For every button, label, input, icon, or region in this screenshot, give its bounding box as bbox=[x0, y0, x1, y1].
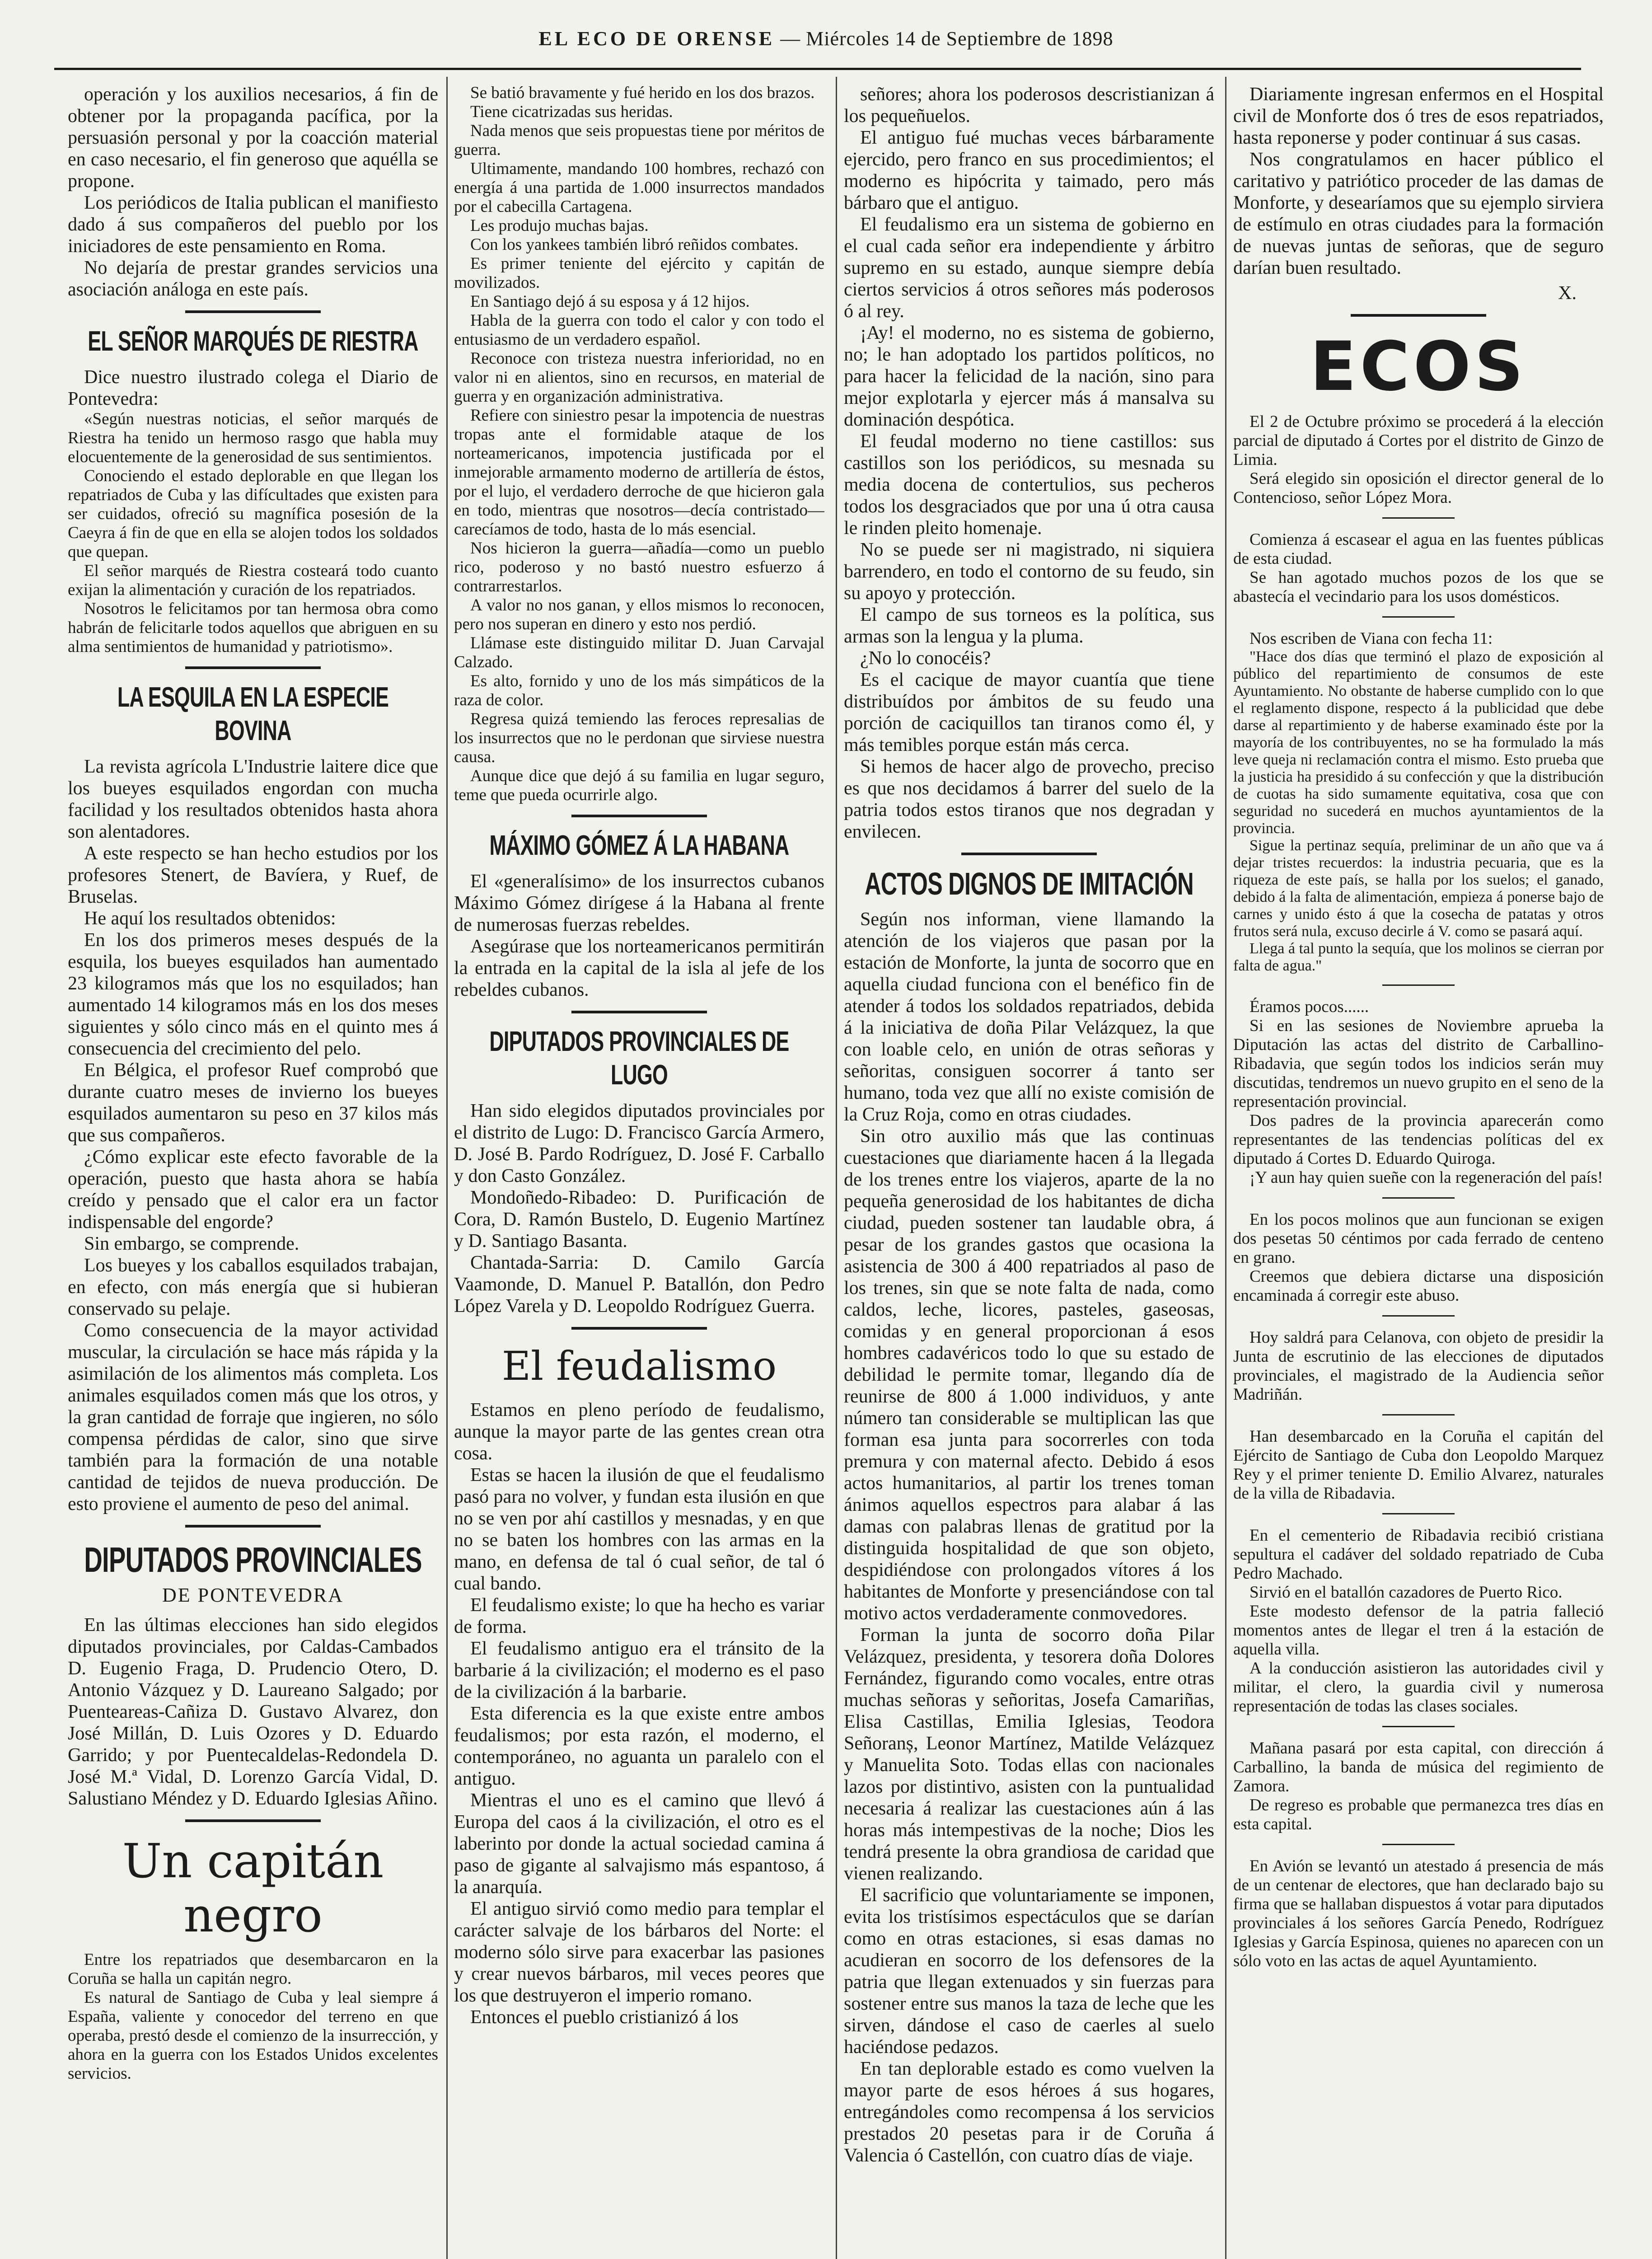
paragraph: Sigue la pertinaz sequía, preliminar de un año que va á dejar tristes recuerdos: la industria pecuaria, que es la riqueza de este país, se halla por los suelos; el ganado, debido á la falta de alimentación, empieza á ponerse bajo de carnes y unido ésto á que la cosecha de patatas y otros frutos será nula, excuso decirle á V. como se pasará aquí. bbox=[1233, 837, 1604, 940]
paragraph: Comienza á escasear el agua en las fuentes públicas de esta ciudad. bbox=[1233, 530, 1604, 568]
paragraph: Han sido elegidos diputados provinciales por el distrito de Lugo: D. Francisco García Armero, D. José B. Pardo Rodríguez, D. José F. Carballo y don Casto González. bbox=[454, 1101, 824, 1186]
paragraph: Nos hicieron la guerra—añadía—como un pueblo rico, poderoso y no bastó nuestro esfuerzo á contrarrestarlos. bbox=[454, 539, 824, 595]
headline-capitan-negro: Un capitán negro bbox=[122, 1833, 384, 1943]
separator bbox=[1351, 314, 1486, 317]
paragraph: En Bélgica, el profesor Ruef comprobó que durante cuatro meses de invierno los bueyes esquilados aumentaron su peso en 37 kilos más que sus compañeros. bbox=[68, 1060, 438, 1146]
paragraph: El feudalismo antiguo era el tránsito de la barbarie á la civilización; el moderno es el paso de la civilización á la barbarie. bbox=[454, 1638, 824, 1702]
headline-diputados-lugo: DIPUTADOS PROVINCIALES DE LUGO bbox=[489, 1026, 789, 1091]
paragraph: El campo de sus torneos es la política, sus armas son la lengua y la pluma. bbox=[844, 605, 1214, 647]
paragraph: El señor marqués de Riestra costeará todo cuanto exijan la alimentación y curación de los repatriados. bbox=[68, 562, 438, 599]
separator bbox=[185, 1525, 321, 1528]
paragraph: No se puede ser ni magistrado, ni siquiera barrendero, en todo el contorno de su feudo, sin su apoyo y protección. bbox=[844, 539, 1214, 604]
paragraph: Diariamente ingresan enfermos en el Hospital civil de Monforte dos ó tres de esos repatriados, hasta reponerse y poder continuar á sus casas. bbox=[1233, 84, 1604, 148]
paragraph: Forman la junta de socorro doña Pilar Velázquez, presidenta, y tesorera doña Dolores Fernández, figurando como vocales, entre otras muchas señoras y señoritas, Josefa Camariñas, Elisa Castillas, Emilia Iglesias, Teodora Señoranș, Leonor Martínez, Matilde Velázquez y Manuelita Soto. Todas ellas con nacionales lazos por distintivo, asisten con la puntualidad necesaria á realizar las cuestaciones aún á las horas más intempestivas de la noche; Dios les tendrá presente la obra grandiosa de caridad que vienen realizando. bbox=[844, 1625, 1214, 1884]
paragraph: Si en las sesiones de Noviembre aprueba la Diputación las actas del distrito de Carballino-Ribadavia, que según todos los indicios serán muy discutidas, tendremos un nuevo grupito en el seno de la representación provincial. bbox=[1233, 1017, 1604, 1111]
paragraph: Dice nuestro ilustrado colega el Diario de Pontevedra: bbox=[68, 367, 438, 409]
paragraph: Asegúrase que los norteamericanos permitirán la entrada en la capital de la isla al jefe de los rebeldes cubanos. bbox=[454, 936, 824, 1000]
paragraph: ¡Ay! el moderno, no es sistema de gobierno, no; le han adoptado los partidos políticos, no para hacer la felicidad de la nación, sino para mejor explotarla y ejercer más á mansalva su dominación despótica. bbox=[844, 323, 1214, 430]
paragraph: En Avión se levantó un atestado á presencia de más de un centenar de electores, que han declarado bajo su firma que se hallaban dispuestos á votar para diputados provinciales á los señores García Penedo, Rodríguez Iglesias y García Espinosa, quienes no aparecen con un sólo voto en las actas de aquel Ayuntamiento. bbox=[1233, 1857, 1604, 1970]
paragraph: Como consecuencia de la mayor actividad muscular, la circulación se hace más rápida y la asimilación de los alimentos más completa. Los animales esquilados comen más que los otros, y la gran cantidad de forraje que ingieren, no sólo compensa pérdidas de calor, sino que sirve también para la formación de una notable cantidad de tejidos de nueva producción. De esto proviene el aumento de peso del animal. bbox=[68, 1320, 438, 1514]
paragraph: Será elegido sin oposición el director general de lo Contencioso, señor López Mora. bbox=[1233, 469, 1604, 507]
paragraph: Mañana pasará por esta capital, con dirección á Carballino, la banda de música del regimiento de Zamora. bbox=[1233, 1739, 1604, 1795]
paragraph: Mientras el uno es el camino que llevó á Europa del caos á la civilización, el otro es el laberinto por donde la actual sociedad camina á paso de gigante al salvajismo más espantoso, á la anarquía. bbox=[454, 1790, 824, 1898]
paragraph: Esta diferencia es la que existe entre ambos feudalismos; por esta razón, el moderno, el contemporáneo, no aguanta un paralelo con el antiguo. bbox=[454, 1703, 824, 1789]
paragraph: El antiguo fué muchas veces bárbaramente ejercido, pero franco en sus procedimientos; el moderno es hipócrita y taimado, pero más bárbaro que el antiguo. bbox=[844, 127, 1214, 213]
paragraph: Es natural de Santiago de Cuba y leal siempre á España, valiente y conocedor del terreno en que operaba, prestó desde el comienzo de la insurrección, y ahora en la guerra con los Estados Unidos excelentes servicios. bbox=[68, 1988, 438, 2083]
paragraph: Entre los repatriados que desembarcaron en la Coruña se halla un capitán negro. bbox=[68, 1950, 438, 1988]
column-1 bbox=[68, 84, 438, 2259]
paragraph: El antiguo sirvió como medio para templar el carácter salvaje de los bárbaros del Norte: el moderno sólo sirve para exacerbar las pasiones y crear nuevos bárbaros, mil veces peores que los que destruyeron el imperio romano. bbox=[454, 1898, 824, 2006]
section-title-ecos: ECOS bbox=[1310, 328, 1527, 406]
paragraph: A valor no nos ganan, y ellos mismos lo reconocen, pero nos superan en dinero y esto nos perdió. bbox=[454, 596, 824, 633]
column-divider bbox=[836, 77, 837, 2259]
top-rule bbox=[54, 68, 1581, 70]
separator bbox=[961, 853, 1097, 855]
column-divider bbox=[1225, 77, 1226, 2259]
paragraph: ¡Y aun hay quien sueñe con la regeneración del país! bbox=[1250, 1168, 1603, 1187]
paragraph: En Santiago dejó á su esposa y á 12 hijos. bbox=[470, 292, 750, 311]
paragraph: En tan deplorable estado es como vuelven la mayor parte de esos héroes á sus hogares, entregándoles como recompensa á los servicios prestados 20 pesetas para ir de Coruña á Valencia ó Castellón, con cuatro días de viaje. bbox=[844, 2058, 1214, 2166]
column-3 bbox=[844, 84, 1214, 2259]
paragraph: Estamos en pleno período de feudalismo, aunque la mayor parte de las gentes crean otra cosa. bbox=[454, 1400, 824, 1464]
paragraph: Estas se hacen la ilusión de que el feudalismo pasó para no volver, y fundan esta ilusión en que no se ven por ahí castillos y mesnadas, y en que no se baten los hombres con las armas en la mano, en defensa de tal ó cual señor, de tal ó cual bando. bbox=[454, 1465, 824, 1594]
paragraph: Si hemos de hacer algo de provecho, preciso es que nos decidamos á barrer del suelo de la patria todos estos tiranos que nos degradan y envilecen. bbox=[844, 756, 1214, 842]
paragraph: No dejaría de prestar grandes servicios una asociación análoga en este país. bbox=[68, 258, 438, 300]
paragraph: Ultimamente, mandando 100 hombres, rechazó con energía á una partida de 1.000 insurrectos mandados por el cabecilla Cartagena. bbox=[454, 159, 824, 216]
paragraph: Se han agotado muchos pozos de los que se abastecía el vecindario para los usos domésticos. bbox=[1233, 568, 1604, 606]
separator bbox=[571, 1011, 707, 1013]
paragraph: señores; ahora los poderosos descristianizan á los pequeñuelos. bbox=[844, 84, 1214, 127]
separator bbox=[1382, 1197, 1455, 1199]
paragraph: Sin otro auxilio más que las continuas cuestaciones que diariamente hacen á la llegada de los trenes entre los viajeros, aparte de la no pequeña generosidad de los habitantes de dicha ciudad, pueden sostener tan laudable obra, á pesar de los grandes gastos que ocasiona la asistencia de 300 á 400 repatriados al paso de los trenes, sin que se note falta de nada, como caldos, leche, licores, pasteles, gaseosas, comidas y en general proporcionan á esos hombres cadavéricos todo lo que su estado de debilidad le permite tomar, llegando día de reunirse de 800 á 1.000 individuos, y ante número tan considerable se multiplican las que forman esa junta para socorrerles con toda premura y con maternal afecto. Debido á esos actos humanitarios, al partir los trenes toman ánimos aquellos espectros para alabar á las damas con palabras llenas de gratitud por la distinguida hospitalidad de que son objeto, despidiéndose con prolongados vítores á los habitantes de Monforte y presenciándose con tal motivo actos verdaderamente conmovedores. bbox=[844, 1126, 1214, 1624]
headline-riestra: EL SEÑOR MARQUÉS DE RIESTRA bbox=[88, 326, 418, 357]
paragraph: Aunque dice que dejó á su familia en lugar seguro, teme que pueda ocurrirle algo. bbox=[454, 767, 824, 804]
paragraph: Tiene cicatrizadas sus heridas. bbox=[470, 103, 673, 121]
newspaper-title: EL ECO DE ORENSE bbox=[538, 28, 775, 50]
paragraph: El feudal moderno no tiene castillos: sus castillos son los periódicos, su mesnada su media docena de contertulios, sus pecheros todos los desgraciados que por una ú otra causa le rinden pleito homenaje. bbox=[844, 431, 1214, 539]
paragraph: En el cementerio de Ribadavia recibió cristiana sepultura el cadáver del soldado repatriado de Cuba Pedro Machado. bbox=[1233, 1526, 1604, 1583]
paragraph: El 2 de Octubre próximo se procederá á la elección parcial de diputado á Cortes por el distrito de Ginzo de Limia. bbox=[1233, 412, 1604, 469]
paragraph: Chantada-Sarria: D. Camilo García Vaamonde, D. Manuel P. Batallón, don Pedro López Varela y D. Leopoldo Rodríguez Guerra. bbox=[454, 1252, 824, 1317]
paragraph: Dos padres de la provincia aparecerán como representantes de las tendencias políticas del ex diputado á Cortes D. Eduardo Quiroga. bbox=[1233, 1111, 1604, 1168]
paragraph: «Según nuestras noticias, el señor marqués de Riestra ha tenido un hermoso rasgo que habla muy elocuentemente de la generosidad de sus sentimientos. bbox=[68, 410, 438, 466]
signature: X. bbox=[1558, 283, 1577, 304]
headline-actos-dignos: ACTOS DIGNOS DE IMITACIÓN bbox=[865, 866, 1193, 901]
paragraph: A este respecto se han hecho estudios por los profesores Stenert, de Bavíera, y Ruef, de Bruselas. bbox=[68, 843, 438, 907]
paragraph: Los bueyes y los caballos esquilados trabajan, en efecto, con más energía que si hubieran conservado su pelaje. bbox=[68, 1255, 438, 1319]
paragraph: Les produjo muchas bajas. bbox=[470, 216, 649, 235]
column-2 bbox=[454, 84, 824, 2259]
paragraph: Los periódicos de Italia publican el manifiesto dado á sus compañeros del pueblo por los iniciadores de este pensamiento en Roma. bbox=[68, 192, 438, 257]
paragraph: operación y los auxilios necesarios, á fin de obtener por la propaganda pacífica, por la persuasión personal y por la coacción material en caso necesario, el fin generoso que aquélla se propone. bbox=[68, 84, 438, 192]
headline-esquila: LA ESQUILA EN LA ESPECIE BOVINA bbox=[117, 682, 389, 746]
paragraph: Nos escriben de Viana con fecha 11: bbox=[1250, 629, 1493, 648]
paragraph: Es alto, fornido y uno de los más simpáticos de la raza de color. bbox=[454, 672, 824, 709]
headline-feudalismo: El feudalismo bbox=[501, 1343, 777, 1389]
paragraph: Llega á tal punto la sequía, que los molinos se cierran por falta de agua." bbox=[1233, 940, 1604, 974]
paragraph: "Hace dos días que terminó el plazo de exposición al público del repartimiento de consumos de este Ayuntamiento. No obstante de haberse cumplido con lo que el reglamento dispone, respecto á la publicidad que debe darse al repartimiento y de haberse examinado éste por la mayoría de los contribuyentes, no se ha formulado la más leve queja ni reclamación contra el mismo. Esto prueba que la justicia ha presidido á su confección y que la distribución de cuotas ha sido sumamente equitativa, cosa que con seguridad no sucederá en muchos ayuntamientos de la provincia. bbox=[1233, 648, 1604, 837]
paragraph: Creemos que debiera dictarse una disposición encaminada á corregir este abuso. bbox=[1233, 1267, 1604, 1305]
separator bbox=[1382, 1315, 1455, 1317]
separator bbox=[1382, 1844, 1455, 1845]
paragraph: Reconoce con tristeza nuestra inferioridad, no en valor ni en alientos, sino en recursos, en material de guerra y en organización administrativa. bbox=[454, 349, 824, 406]
column-divider bbox=[446, 77, 448, 2259]
paragraph: Es primer teniente del ejército y capitán de movilizados. bbox=[454, 254, 824, 292]
paragraph: En las últimas elecciones han sido elegidos diputados provinciales, por Caldas-Cambados D. Eugenio Fraga, D. Prudencio Otero, D. Antonio Vázquez y D. Laureano Salgado; por Puenteareas-Cañiza D. Gustavo Alvarez, don José Millán, D. Luis Ozores y D. Eduardo Garrido; y por Puentecaldelas-Redondela D. José M.ª Vidal, D. Lorenzo García Vidal, D. Salustiano Méndez y D. Eduardo Iglesias Añino. bbox=[68, 1615, 438, 1809]
paragraph: Nos congratulamos en hacer público el caritativo y patriótico proceder de las damas de Monforte, y desearíamos que su ejemplo sirviera de estímulo en otras ciudades para la formación de nuevas juntas de señoras, que de seguro darían buen resultado. bbox=[1233, 149, 1604, 278]
paragraph: De regreso es probable que permanezca tres días en esta capital. bbox=[1233, 1796, 1604, 1833]
paragraph: En los dos primeros meses después de la esquila, los bueyes esquilados han aumentado 23 kilogramos más que los no esquilados; han aumentado 14 kilogramos más en los dos meses siguientes y sólo cinco más en el quinto mes á consecuencia del crecimiento del pelo. bbox=[68, 930, 438, 1059]
separator bbox=[571, 815, 707, 817]
paragraph: ¿No lo conocéis? bbox=[860, 648, 991, 669]
paragraph: La revista agrícola L'Industrie laitere dice que los bueyes esquilados engordan con mucha facilidad y los resultados obtenidos hasta ahora son alentadores. bbox=[68, 756, 438, 842]
paragraph: Según nos informan, viene llamando la atención de los viajeros que pasan por la estación de Monforte, la junta de socorro que en aquella ciudad funciona con el benéfico fin de atender á todos los soldados repatriados, debida á la iniciativa de doña Pilar Velázquez, la que con loable celo, en unión de otras señoras y señoritas, consiguen socorrer á tanto ser humano, toda vez que allí no existe comisión de la Cruz Roja, como en otras ciudades. bbox=[844, 909, 1214, 1125]
paragraph: ¿Cómo explicar este efecto favorable de la operación, puesto que hasta ahora se había creído y pensado que el calor era un factor indispensable del engorde? bbox=[68, 1147, 438, 1233]
paragraph: A la conducción asistieron las autoridades civil y militar, el clero, la guardia civil y numerosa representación de todas las clases sociales. bbox=[1233, 1659, 1604, 1715]
paragraph: Hoy saldrá para Celanova, con objeto de presidir la Junta de escrutinio de las elecciones de diputados provinciales, el magistrado de la Audiencia señor Madriñán. bbox=[1233, 1328, 1604, 1404]
paragraph: Nada menos que seis propuestas tiene por méritos de guerra. bbox=[454, 122, 824, 159]
separator bbox=[1382, 616, 1455, 618]
paragraph: El «generalísimo» de los insurrectos cubanos Máximo Gómez dirígese á la Habana al frente de numerosas fuerzas rebeldes. bbox=[454, 871, 824, 935]
dateline: Miércoles 14 de Septiembre de 1898 bbox=[806, 28, 1114, 50]
masthead: EL ECO DE ORENSE — Miércoles 14 de Septiembre de 1898 bbox=[538, 28, 1114, 50]
paragraph: Conociendo el estado deplorable en que llegan los repatriados de Cuba y las difícultades que existen para ser cuidados, ofreció su magnífica posesión de la Caeyra á fin de que en ella se alojen todos los soldados que quepan. bbox=[68, 467, 438, 561]
paragraph: El sacrificio que voluntariamente se imponen, evita los tristísimos espectáculos que se darían como en otras estaciones, si esas damas no acudieran en socorro de los defensores de la patria que llegan extenuados y sin fuerzas para sostener entre sus manos la taza de leche que les sirven, dándose el caso de caerles al suelo haciéndose pedazos. bbox=[844, 1885, 1214, 2057]
paragraph: Es el cacique de mayor cuantía que tiene distribuídos por ámbitos de su feudo una porción de caciquillos tan tiranos como él, y más temibles porque están más cerca. bbox=[844, 670, 1214, 755]
separator bbox=[1382, 1726, 1455, 1727]
paragraph: Llámase este distinguido militar D. Juan Carvajal Calzado. bbox=[454, 634, 824, 671]
paragraph: Se batió bravamente y fué herido en los dos brazos. bbox=[470, 84, 815, 102]
paragraph: Refiere con siniestro pesar la impotencia de nuestras tropas ante el formidable ataque de los norteamericanos, impotencia justificada por el inmejorable armamento moderno de artillería de éstos, por el lujo, el verdadero derroche de que hicieron gala en todo, mientras que nosotros—decía contristado—carecíamos de todo, hasta de lo más esencial. bbox=[454, 406, 824, 539]
separator bbox=[1382, 1513, 1455, 1514]
paragraph: El feudalismo existe; lo que ha hecho es variar de forma. bbox=[454, 1595, 824, 1637]
paragraph: Entonces el pueblo cristianizó á los bbox=[470, 2007, 739, 2028]
paragraph: El feudalismo era un sistema de gobierno en el cual cada señor era independiente y árbitro supremo en su estado, aunque siempre debía ciertos servicios á otros señores más poderosos ó al rey. bbox=[844, 214, 1214, 322]
paragraph: Sin embargo, se comprende. bbox=[84, 1233, 300, 1254]
separator bbox=[185, 1819, 321, 1822]
paragraph: Este modesto defensor de la patria falleció momentos antes de llegar el tren á la estación de aquella villa. bbox=[1233, 1602, 1604, 1659]
paragraph: Habla de la guerra con todo el calor y con todo el entusiasmo de un verdadero español. bbox=[454, 311, 824, 349]
separator bbox=[185, 310, 321, 313]
separator bbox=[185, 666, 321, 669]
paragraph: Mondoñedo-Ribadeo: D. Purificación de Cora, D. Ramón Bustelo, D. Eugenio Martínez y D. Santiago Basanta. bbox=[454, 1187, 824, 1251]
separator bbox=[1382, 984, 1455, 986]
paragraph: Han desembarcado en la Coruña el capitán del Ejército de Santiago de Cuba don Leopoldo Marquez Rey y el primer teniente D. Emilio Alvarez, naturales de la villa de Ribadavia. bbox=[1233, 1427, 1604, 1503]
headline-maximo-gomez: MÁXIMO GÓMEZ Á LA HABANA bbox=[489, 830, 789, 861]
paragraph: Nosotros le felicitamos por tan hermosa obra como habrán de felicitarle todos aquellos que abriguen en su alma sentimientos de humanidad y patriotismo». bbox=[68, 600, 438, 656]
separator bbox=[1382, 1414, 1455, 1415]
column-4 bbox=[1233, 84, 1604, 2259]
paragraph: He aquí los resultados obtenidos: bbox=[84, 908, 336, 929]
paragraph: Regresa quizá temiendo las feroces represalias de los insurrectos que no le perdonan que sirviese nuestra causa. bbox=[454, 710, 824, 766]
paragraph: Sirvió en el batallón cazadores de Puerto Rico. bbox=[1250, 1583, 1563, 1602]
separator bbox=[571, 1327, 707, 1330]
headline-diputados-pontevedra: DIPUTADOS PROVINCIALES bbox=[84, 1540, 422, 1579]
paragraph: Éramos pocos...... bbox=[1250, 998, 1369, 1016]
paragraph: En los pocos molinos que aun funcionan se exigen dos pesetas 50 céntimos por cada ferrado de centeno en grano. bbox=[1233, 1210, 1604, 1267]
subheadline: DE PONTEVEDRA bbox=[162, 1584, 344, 1606]
separator bbox=[1382, 517, 1455, 519]
paragraph: Con los yankees también libró reñidos combates. bbox=[470, 235, 799, 254]
